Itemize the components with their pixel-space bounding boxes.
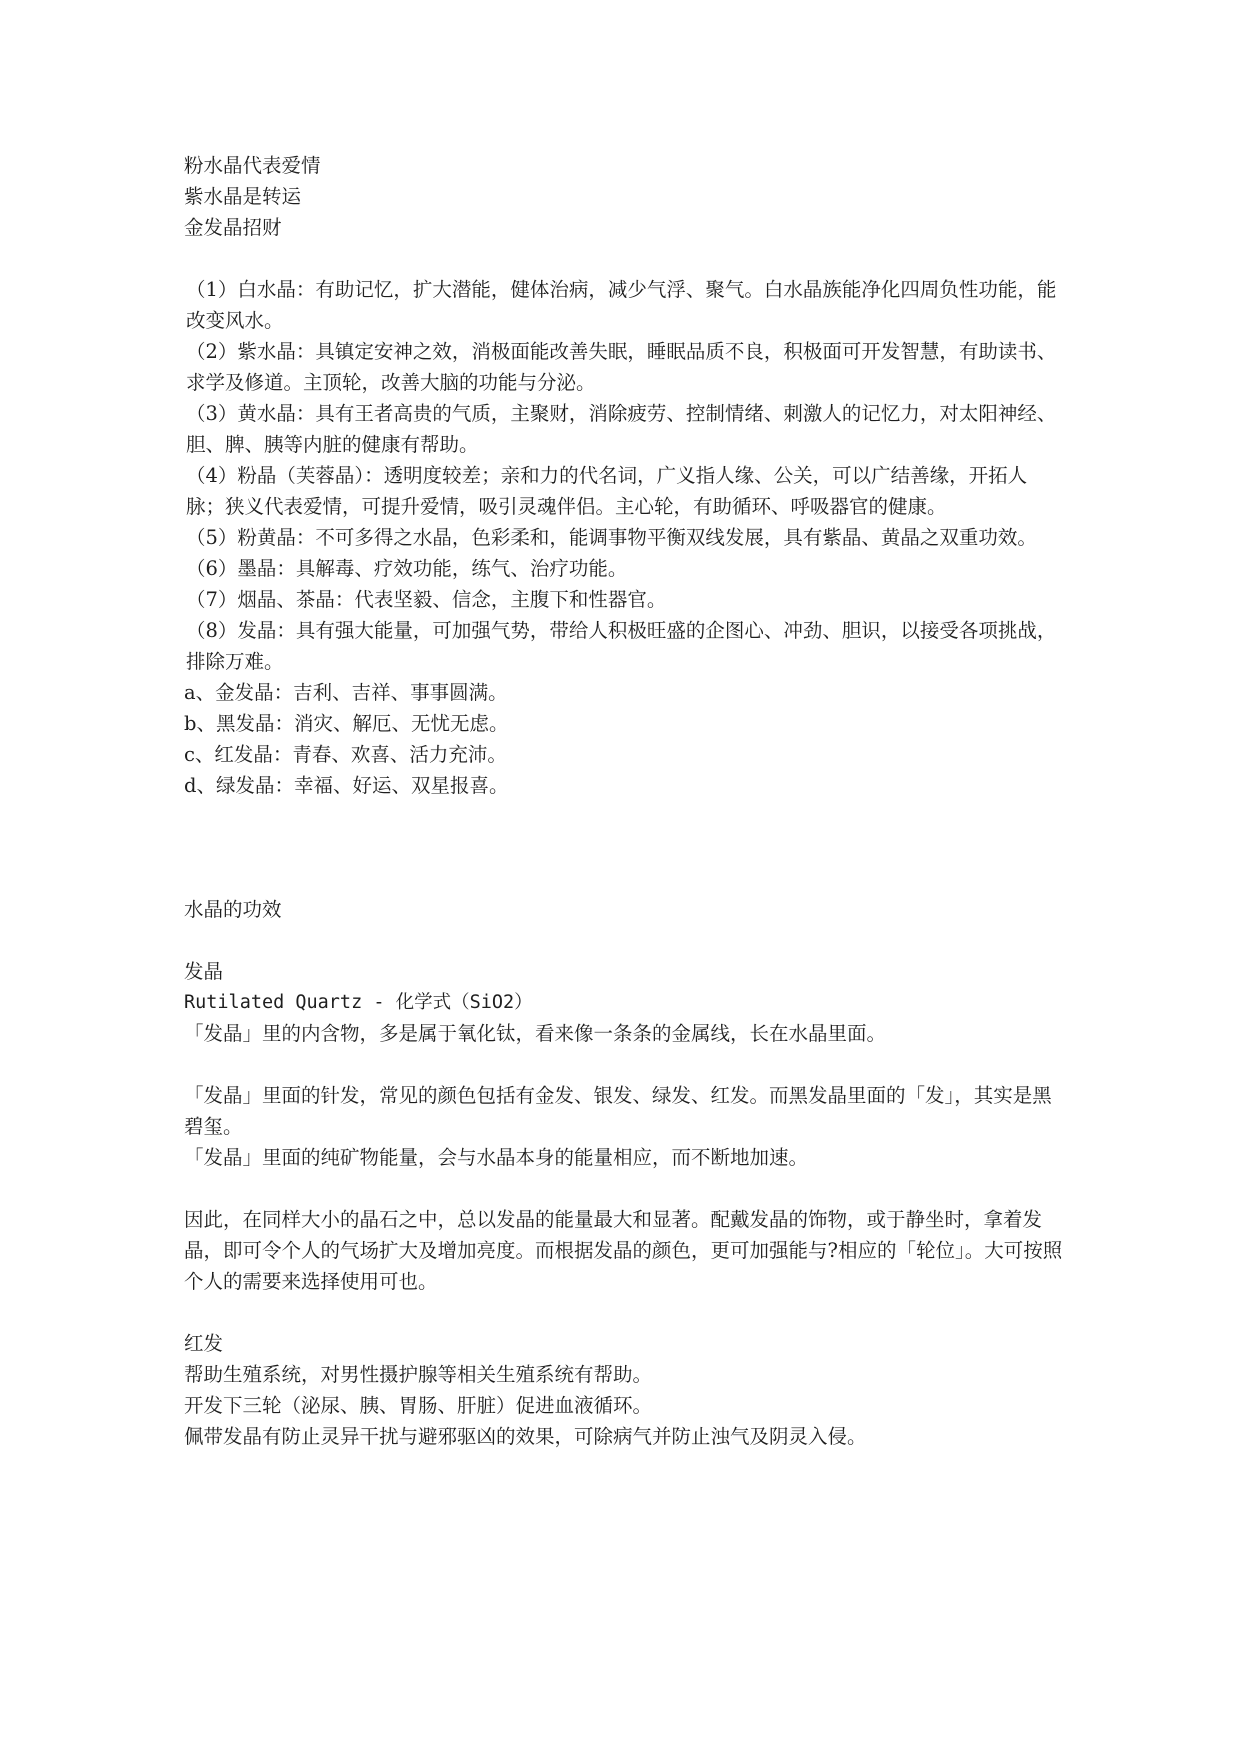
red-hair-line-reproductive: 帮助生殖系统，对男性摄护腺等相关生殖系统有帮助。 xyxy=(184,1363,653,1386)
intro-line-rose-quartz: 粉水晶代表爱情 xyxy=(184,154,321,177)
crystal-item-amethyst: （2）紫水晶：具镇定安神之效，消极面能改善失眠，睡眠品质不良，积极面可开发智慧，有助读书、求学及修道。主顶轮，改善大脑的功能与分泌。 xyxy=(186,340,1057,394)
crystal-item-morion: （6）墨晶：具解毒、疗效功能，练气、治疗功能。 xyxy=(186,557,628,580)
paragraph-needle-colors: 「发晶」里面的针发，常见的颜色包括有金发、银发、绿发、红发。而黑发晶里面的「发」，其实是黑碧玺。 xyxy=(184,1084,1052,1138)
crystal-item-rutilated-quartz: （8）发晶：具有强大能量，可加强气势，带给人积极旺盛的企图心、冲劲、胆识，以接受各项挑战，排除万难。 xyxy=(186,619,1057,673)
crystal-item-citrine: （3）黄水晶：具有王者高贵的气质，主聚财，消除疲劳、控制情绪、刺激人的记忆力，对太阳神经、胆、脾、胰等内脏的健康有帮助。 xyxy=(186,402,1057,456)
paragraph-inclusions: 「发晶」里的内含物，多是属于氧化钛，看来像一条条的金属线，长在水晶里面。 xyxy=(184,1022,887,1045)
crystal-item-clear-quartz: （1）白水晶：有助记忆，扩大潜能，健体治病，减少气浮、聚气。白水晶族能净化四周负性功能，能改变风水。 xyxy=(186,278,1057,332)
hair-crystal-item-red: c、红发晶：青春、欢喜、活力充沛。 xyxy=(184,743,507,766)
intro-line-amethyst: 紫水晶是转运 xyxy=(184,185,302,208)
section-subtitle: 发晶 xyxy=(184,960,224,983)
spacer xyxy=(184,243,1064,274)
spacer xyxy=(184,801,1064,894)
spacer xyxy=(184,1049,1064,1080)
red-hair-title: 红发 xyxy=(184,1332,224,1355)
chemical-formula: Rutilated Quartz - 化学式（SiO2） xyxy=(184,992,533,1013)
hair-crystal-item-black: b、黑发晶：消灾、解厄、无忧无虑。 xyxy=(184,712,509,735)
paragraph-usage: 因此，在同样大小的晶石之中，总以发晶的能量最大和显著。配戴发晶的饰物，或于静坐时，拿着发晶，即可令个人的气场扩大及增加亮度。而根据发晶的颜色，更可加强能与?相应的「轮位」。大可按照个人的需要来选择使用可也。 xyxy=(184,1208,1063,1293)
crystal-item-ametrine: （5）粉黄晶：不可多得之水晶，色彩柔和，能调事物平衡双线发展，具有紫晶、黄晶之双重功效。 xyxy=(186,526,1037,549)
spacer xyxy=(184,1297,1064,1328)
intro-line-golden-rutile: 金发晶招财 xyxy=(184,216,282,239)
red-hair-line-circulation: 开发下三轮（泌尿、胰、胃肠、肝脏）促进血液循环。 xyxy=(184,1394,653,1417)
spacer xyxy=(184,1173,1064,1204)
hair-crystal-item-gold: a、金发晶：吉利、吉祥、事事圆满。 xyxy=(184,681,508,704)
crystal-item-smoky-quartz: （7）烟晶、茶晶：代表坚毅、信念，主腹下和性器官。 xyxy=(186,588,667,611)
red-hair-line-protection: 佩带发晶有防止灵异干扰与避邪驱凶的效果，可除病气并防止浊气及阴灵入侵。 xyxy=(184,1425,867,1448)
section-title: 水晶的功效 xyxy=(184,898,282,921)
document-page xyxy=(184,150,1064,1452)
paragraph-mineral-energy: 「发晶」里面的纯矿物能量，会与水晶本身的能量相应，而不断地加速。 xyxy=(184,1146,809,1169)
crystal-item-rose-quartz: （4）粉晶（芙蓉晶）：透明度较差；亲和力的代名词，广义指人缘、公关，可以广结善缘，开拓人脉；狭义代表爱情，可提升爱情，吸引灵魂伴侣。主心轮，有助循环、呼吸器官的健康。 xyxy=(186,464,1028,518)
spacer xyxy=(184,925,1064,956)
hair-crystal-item-green: d、绿发晶：幸福、好运、双星报喜。 xyxy=(184,774,509,797)
